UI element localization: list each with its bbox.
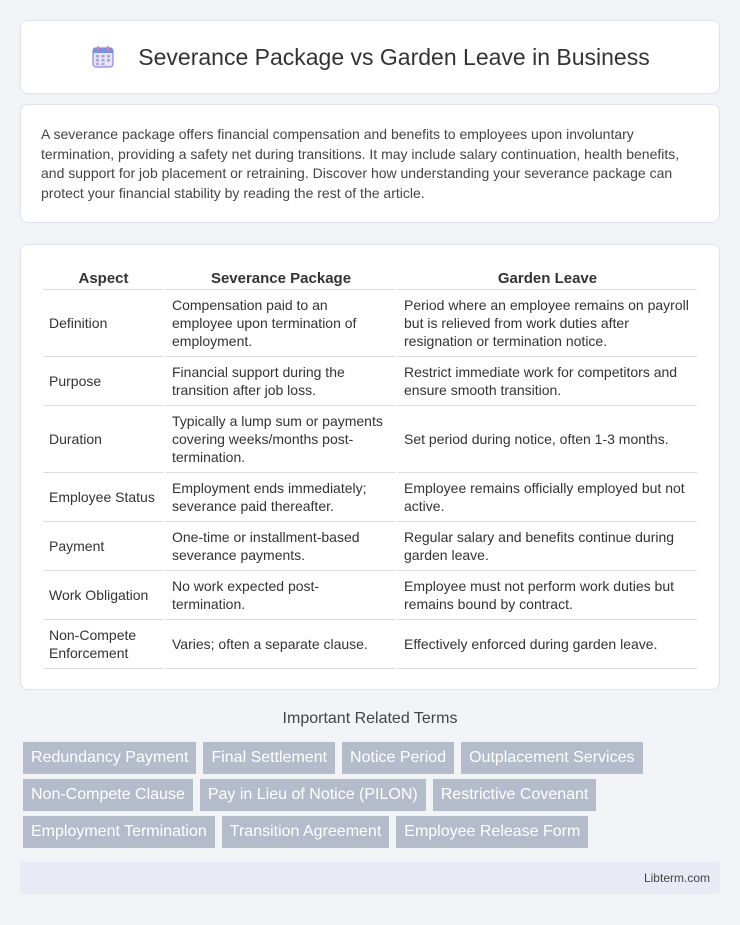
table-row [43,619,697,668]
tag-row [23,779,723,811]
tag-pilon[interactable]: Pay in Lieu of Notice (PILON) [200,779,426,811]
calendar-icon [90,44,116,70]
cell-aspect: Definition [43,289,165,356]
related-terms-list [23,742,723,853]
table-row [43,521,697,570]
cell-severance: Typically a lump sum or payments covering weeks/months post-termination. [165,405,397,472]
tag-employment-termination[interactable]: Employment Termination [23,816,215,848]
tag-final-settlement[interactable]: Final Settlement [203,742,335,774]
cell-garden-leave: Period where an employee remains on payroll but is relieved from work duties after resignation or termination notice. [397,289,697,356]
cell-aspect: Employee Status [43,472,165,521]
table-row [43,570,697,619]
cell-garden-leave: Effectively enforced during garden leave. [397,619,697,668]
comparison-card [20,244,720,690]
cell-garden-leave: Employee remains officially employed but not active. [397,472,697,521]
cell-garden-leave: Employee must not perform work duties but remains bound by contract. [397,570,697,619]
table-row [43,405,697,472]
tag-transition-agreement[interactable]: Transition Agreement [222,816,389,848]
tag-employee-release-form[interactable]: Employee Release Form [396,816,588,848]
intro-text: A severance package offers financial compensation and benefits to employees upon involuntary termination, providing a safety net during transitions. It may include salary continuation, health benefits, and support for job placement or retraining. Discover how understanding your severance package can protect your financial stability by reading the rest of the article. [41,126,680,201]
comparison-table [43,265,697,669]
table-header-row [43,265,697,289]
cell-garden-leave: Restrict immediate work for competitors and ensure smooth transition. [397,356,697,405]
table-row [43,472,697,521]
cell-severance: No work expected post-termination. [165,570,397,619]
cell-severance: Compensation paid to an employee upon termination of employment. [165,289,397,356]
header-severance: Severance Package [165,265,397,289]
title-card [20,20,720,94]
intro-card [20,104,720,223]
page-title: Severance Package vs Garden Leave in Business [138,43,650,70]
related-terms-heading: Important Related Terms [282,710,458,727]
cell-aspect: Non-Compete Enforcement [43,619,165,668]
footer-site-link[interactable]: Libterm.com [643,871,710,885]
cell-aspect: Payment [43,521,165,570]
tag-restrictive-covenant[interactable]: Restrictive Covenant [433,779,597,811]
cell-severance: Financial support during the transition after job loss. [165,356,397,405]
cell-aspect: Work Obligation [43,570,165,619]
tag-non-compete-clause[interactable]: Non-Compete Clause [23,779,193,811]
tag-outplacement-services[interactable]: Outplacement Services [461,742,642,774]
header-garden-leave: Garden Leave [397,265,697,289]
cell-severance: One-time or installment-based severance payments. [165,521,397,570]
tag-row [23,816,723,848]
tag-redundancy-payment[interactable]: Redundancy Payment [23,742,196,774]
header-aspect: Aspect [43,265,165,289]
cell-aspect: Purpose [43,356,165,405]
footer [20,862,720,894]
table-row [43,289,697,356]
tag-row [23,742,723,774]
cell-garden-leave: Regular salary and benefits continue during garden leave. [397,521,697,570]
cell-aspect: Duration [43,405,165,472]
table-row [43,356,697,405]
tag-notice-period[interactable]: Notice Period [342,742,454,774]
cell-garden-leave: Set period during notice, often 1-3 months. [397,405,697,472]
cell-severance: Employment ends immediately; severance paid thereafter. [165,472,397,521]
cell-severance: Varies; often a separate clause. [165,619,397,668]
